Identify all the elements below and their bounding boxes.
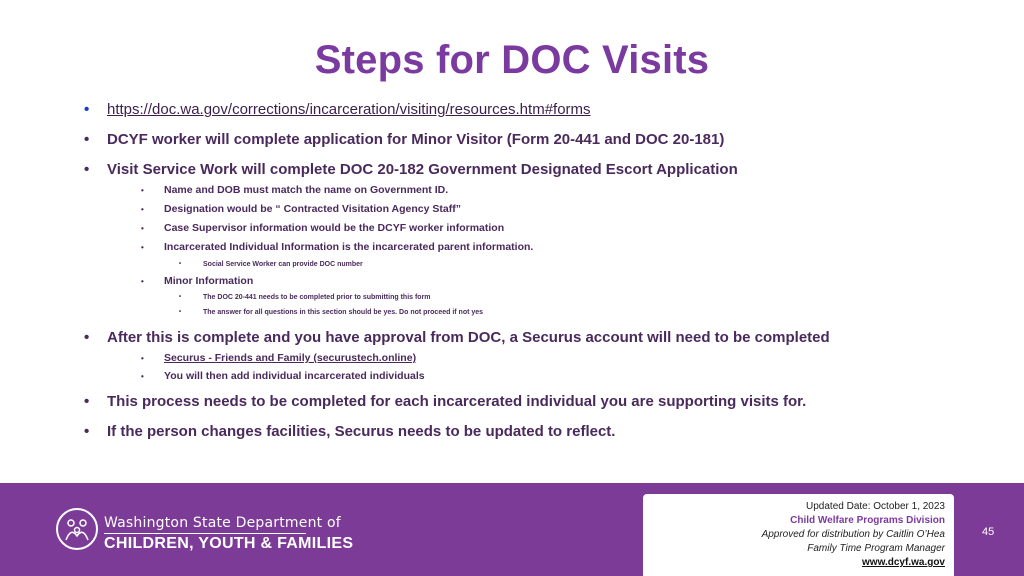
- sub-bullet-text: Minor Information: [164, 275, 254, 287]
- sub-sub-bullet-text: Social Service Worker can provide DOC number: [203, 261, 363, 268]
- sub-bullet-text: You will then add individual incarcerated individuals: [164, 370, 425, 382]
- bullet-dot: •: [141, 354, 144, 363]
- bullet-dot: •: [179, 309, 182, 315]
- approver-role: Family Time Program Manager: [807, 543, 945, 554]
- bullet-securus-account: [84, 329, 830, 346]
- bullet-text: After this is complete and you have approval from DOC, a Securus account will need to be completed: [107, 329, 830, 346]
- bullet-text: Visit Service Work will complete DOC 20-182 Government Designated Escort Application: [107, 161, 738, 178]
- sub-bullet-text: Case Supervisor information would be the DCYF worker information: [164, 222, 505, 234]
- info-box: [643, 494, 954, 576]
- bullet-dot: •: [179, 294, 182, 300]
- bullet-dot: •: [141, 224, 144, 233]
- logo-divider: [104, 533, 306, 534]
- sub-sub-bullet: [179, 294, 431, 301]
- sub-bullet: [141, 222, 505, 234]
- bullet-dot: •: [84, 131, 90, 148]
- bullet-text: This process needs to be completed for each incarcerated individual you are supporting visits for.: [107, 393, 807, 410]
- bullet-dot: •: [141, 243, 144, 252]
- sub-bullet: [141, 203, 461, 215]
- bullet-dot: •: [84, 101, 90, 118]
- bullet-dot: •: [141, 205, 144, 214]
- bullet-dot: •: [141, 372, 144, 381]
- bullet-dot: •: [141, 186, 144, 195]
- sub-bullet: [141, 352, 417, 364]
- logo-department-text: Washington State Department of: [104, 515, 341, 531]
- bullet-dot: •: [84, 329, 90, 346]
- sub-bullet-text: Designation would be “ Contracted Visitation Agency Staff”: [164, 203, 461, 215]
- slide-title: Steps for DOC Visits: [314, 38, 710, 82]
- sub-bullet-text: Incarcerated Individual Information is the incarcerated parent information.: [164, 241, 534, 253]
- bullet-dot: •: [179, 261, 182, 267]
- sub-bullet: [141, 275, 254, 287]
- logo-agency-text: CHILDREN, YOUTH & FAMILIES: [104, 535, 354, 552]
- updated-date: Updated Date: October 1, 2023: [806, 501, 945, 512]
- bullet-dot: •: [84, 161, 90, 178]
- sub-bullet: [141, 184, 449, 196]
- bullet-text: DCYF worker will complete application for Minor Visitor (Form 20-441 and DOC 20-181): [107, 131, 725, 148]
- sub-sub-bullet-text: The answer for all questions in this section should be yes. Do not proceed if not yes: [203, 309, 484, 316]
- bullet-facility-change: [84, 423, 616, 440]
- sub-sub-bullet: [179, 261, 363, 268]
- page-number: 45: [982, 526, 995, 538]
- bullet-text: If the person changes facilities, Securus needs to be updated to reflect.: [107, 423, 616, 440]
- bullet-url: [84, 101, 591, 118]
- bullet-dcyf-application: [84, 131, 725, 148]
- sub-bullet: [141, 241, 534, 253]
- bullet-visit-service: [84, 161, 738, 178]
- sub-sub-bullet: [179, 309, 484, 316]
- bullet-each-individual: [84, 393, 807, 410]
- sub-sub-bullet-text: The DOC 20-441 needs to be completed prior to submitting this form: [203, 294, 431, 301]
- bullet-dot: •: [84, 393, 90, 410]
- doc-forms-link[interactable]: https://doc.wa.gov/corrections/incarceration/visiting/resources.htm#forms: [107, 101, 591, 118]
- securus-link[interactable]: Securus - Friends and Family (securustech.online): [164, 352, 417, 364]
- bullet-dot: •: [141, 277, 144, 286]
- dcyf-logo-icon: [56, 508, 98, 550]
- sub-bullet-text: Name and DOB must match the name on Government ID.: [164, 184, 449, 196]
- bullet-dot: •: [84, 423, 90, 440]
- website-link[interactable]: www.dcyf.wa.gov: [862, 557, 945, 568]
- division-name: Child Welfare Programs Division: [790, 515, 945, 526]
- sub-bullet: [141, 370, 425, 382]
- approved-by: Approved for distribution by Caitlin O’Hea: [761, 529, 945, 540]
